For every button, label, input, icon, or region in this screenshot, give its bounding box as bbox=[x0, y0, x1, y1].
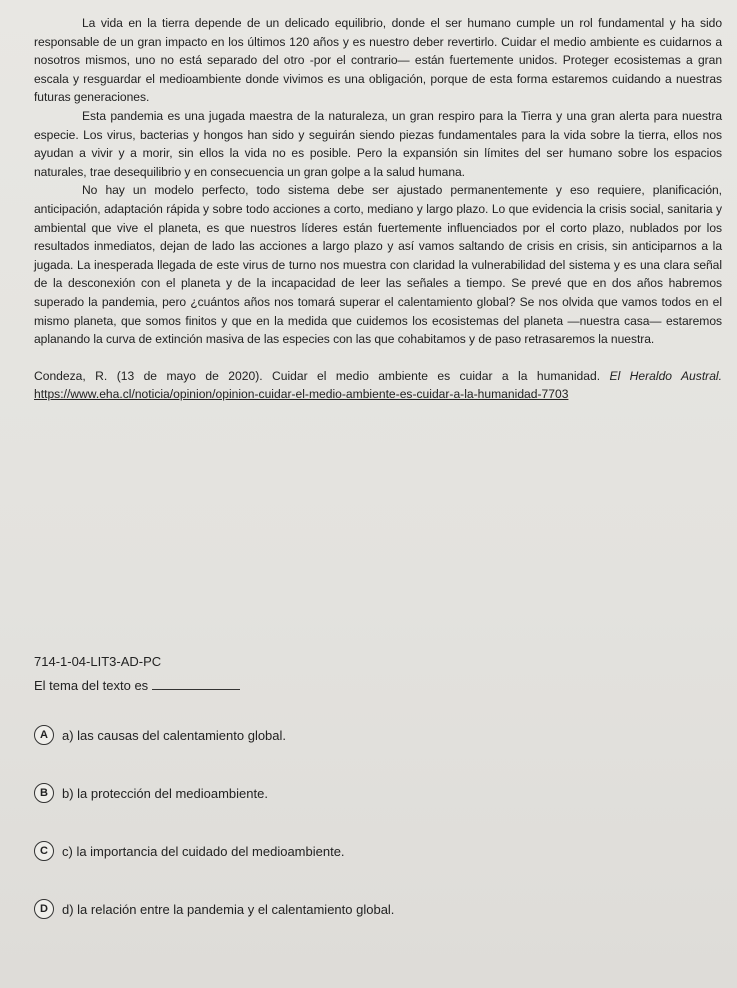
option-b[interactable] bbox=[34, 780, 714, 806]
citation-link[interactable]: https://www.eha.cl/noticia/opinion/opinion-cuidar-el-medio-ambiente-es-cuidar-a-la-humanidad-7703 bbox=[34, 387, 569, 402]
question-code: 714-1-04-LIT3-AD-PC bbox=[34, 654, 162, 669]
article-paragraph-3: No hay un modelo perfecto, todo sistema debe ser ajustado permanentemente y eso requiere, planificación, anticipación, adaptación rápida y sobre todo acciones a corto, mediano y largo plazo. Lo que evidencia la crisis social, sanitaria y ambiental que vive el planeta, es que nuestros líderes están fuertemente influenciados por el corto plazo, nublados por los resultados inmediatos, dejan de lado las acciones a largo plazo y así vamos saltando de crisis en crisis, sin anticiparnos a la jugada. La inesperada llegada de este virus de turno nos muestra con claridad la vulnerabilidad del sistema y es una clara señal de la desconexión con el planeta y de la incapacidad de leer las señales a tiempo. Se prevé que en dos años habremos superado la pandemia, pero ¿cuántos años nos tomará superar el calentamiento global? Se nos olvida que vamos todos en el mismo planeta, que somos finitos y que en la medida que cuidemos los ecosistemas del planeta —nuestra casa— estaremos aplanando la curva de extinción masiva de las especies con las que cohabitamos y de paso retrasaremos la nuestra. bbox=[34, 183, 722, 347]
answer-options bbox=[34, 722, 714, 954]
article-text bbox=[34, 14, 722, 404]
option-c[interactable] bbox=[34, 838, 714, 864]
option-a-letter-circle[interactable]: A bbox=[34, 725, 54, 745]
option-d-text: d) la relación entre la pandemia y el calentamiento global. bbox=[62, 901, 395, 917]
option-c-letter-circle[interactable]: C bbox=[34, 841, 54, 861]
citation-source: El Heraldo Austral. bbox=[609, 368, 722, 383]
option-b-letter-circle[interactable]: B bbox=[34, 783, 54, 803]
article-paragraph-2: Esta pandemia es una jugada maestra de la naturaleza, un gran respiro para la Tierra y una gran alerta para nuestra especie. Los virus, bacterias y hongos han sido y seguirán siendo piezas fundamentales para la vida sobre la tierra, ellos nos ayudan a vivir y a morir, sin ellos la vida no es posible. Pero la expansión sin límites del ser humano sobre los espacios naturales, trae desequilibrio y en consecuencia un gran golpe a la salud humana. bbox=[34, 108, 722, 179]
option-d[interactable] bbox=[34, 896, 714, 922]
option-d-letter-circle[interactable]: D bbox=[34, 899, 54, 919]
citation bbox=[34, 367, 722, 404]
option-a[interactable] bbox=[34, 722, 714, 748]
article-paragraph-1: La vida en la tierra depende de un delicado equilibrio, donde el ser humano cumple un rol fundamental y ha sido responsable de un gran impacto en los últimos 120 años y es nuestro deber revertirlo. Cuidar el medio ambiente es cuidarnos a nosotros mismos, uno no está separado del otro -por el contrario— están fuertemente unidos. Proteger ecosistemas a gran escala y resguardar el medioambiente donde vivimos es una obligación, porque de esta forma estaremos cuidando a nuestras futuras generaciones. bbox=[34, 16, 722, 105]
option-c-text: c) la importancia del cuidado del medioambiente. bbox=[62, 843, 345, 859]
option-b-text: b) la protección del medioambiente. bbox=[62, 785, 268, 801]
question-stem bbox=[34, 676, 714, 696]
option-a-text: a) las causas del calentamiento global. bbox=[62, 727, 287, 743]
question-stem-text: El tema del texto es bbox=[34, 678, 149, 693]
answer-blank bbox=[152, 678, 240, 690]
question-block bbox=[34, 652, 714, 696]
citation-author: Condeza, R. (13 de mayo de 2020). Cuidar el medio ambiente es cuidar a la humanidad. bbox=[34, 368, 601, 383]
